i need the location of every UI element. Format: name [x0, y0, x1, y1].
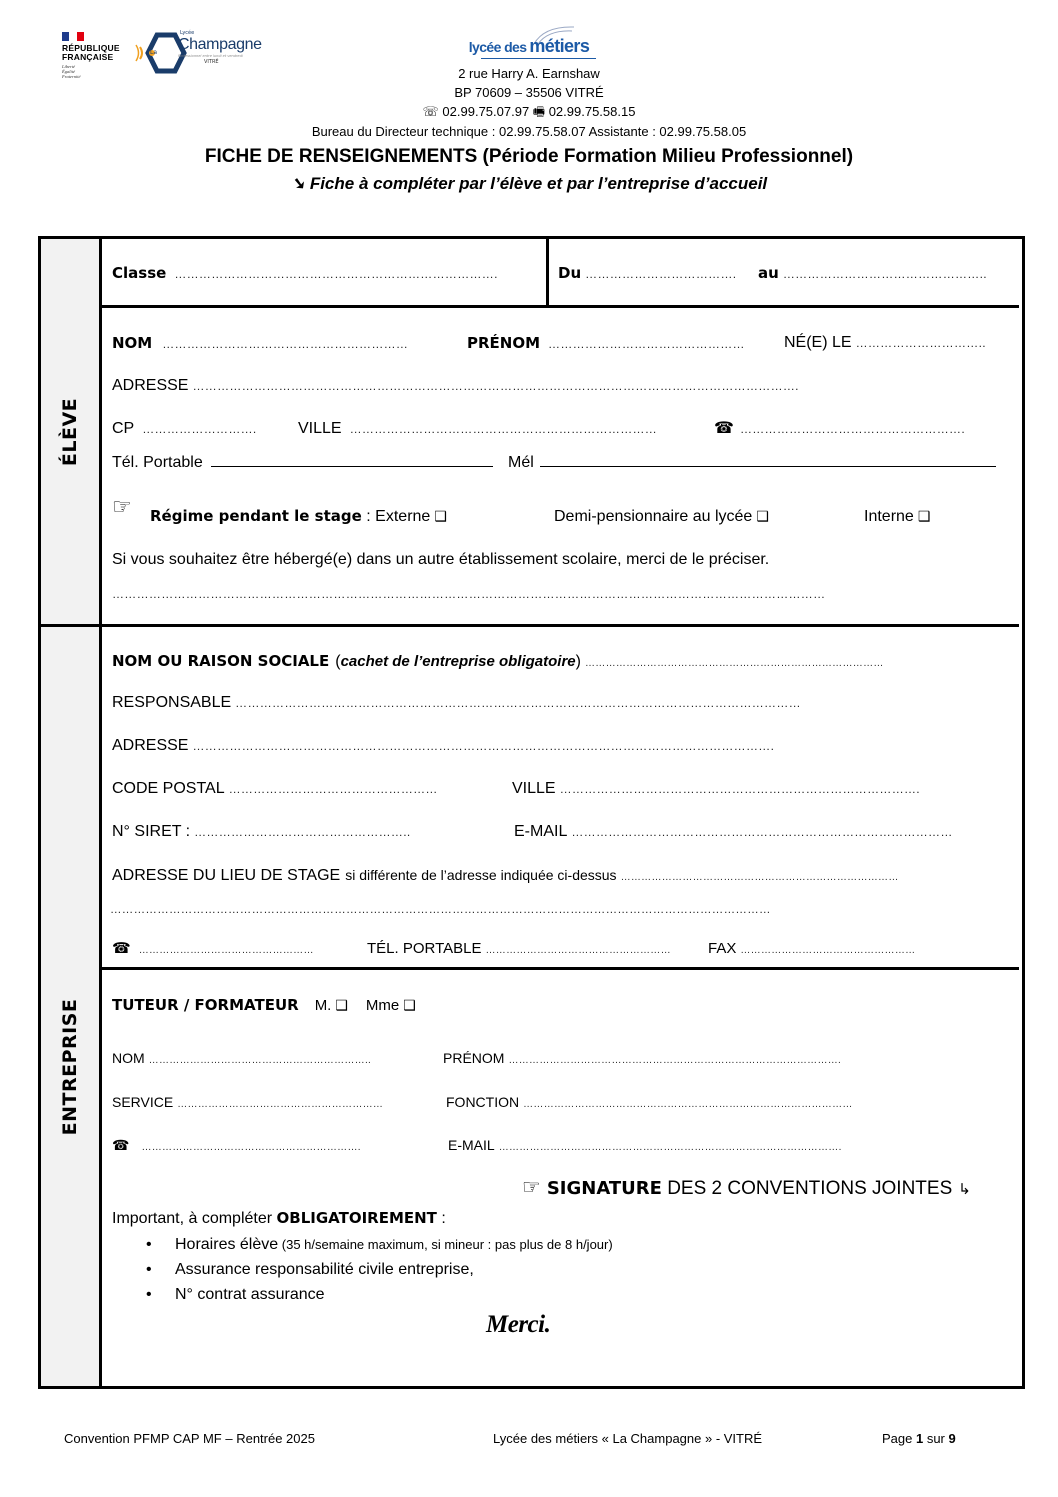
responsable-field[interactable]: ………………………………………………………………………………………………………………………… [235, 696, 801, 710]
eleve-mel-field[interactable] [540, 452, 996, 467]
telephone-icon: ☎ [714, 420, 734, 437]
eleve-adresse-label: ADRESSE [112, 377, 189, 394]
eleve-phone-row [714, 419, 1004, 439]
regime-label: Régime pendant le stage [150, 507, 362, 525]
raison-sociale-field[interactable]: …………………………………………………………………………… [584, 658, 884, 669]
eleve-cp-field[interactable]: ………………………. [142, 422, 257, 436]
section-entreprise-sidebar [41, 627, 102, 1386]
rf-motto-2: Égalité [62, 69, 75, 74]
tuteur-email-field[interactable]: ………………………………………………………………………………………. [498, 1142, 842, 1153]
pointing-hand-icon: ☞ [112, 495, 132, 520]
arrow-down-right-icon: ➘ [290, 174, 306, 193]
eleve-prenom-field[interactable]: ………………………………………… [548, 337, 745, 351]
du-label: Du [558, 264, 582, 282]
eleve-prenom-label: PRÉNOM [467, 334, 541, 352]
code-postal-field[interactable]: …………………………………………… [228, 782, 438, 796]
responsable-label: RESPONSABLE [112, 694, 232, 711]
phone-fax-line [0, 104, 1058, 120]
classe-dots[interactable]: ……………………………………………………………………. [174, 267, 498, 281]
bureau-line: Bureau du Directeur technique : 02.99.75.58.07 Assistante : 02.99.75.58.05 [311, 124, 747, 139]
entreprise-phone-row [112, 939, 362, 959]
regime-row [150, 506, 480, 526]
code-postal-row [112, 779, 464, 799]
checkbox-mme[interactable]: ❑ [403, 997, 416, 1013]
eleve-nom-label: NOM [112, 334, 153, 352]
eleve-cp-label: CP [112, 420, 135, 437]
section-eleve-sidebar [41, 239, 102, 624]
raison-sociale-row: NOM OU RAISON SOCIALE ( cachet de l’entreprise obligatoire ) …………………………………………………………………………… [112, 651, 957, 671]
tuteur-m-label: M. [314, 997, 332, 1014]
section-label-eleve: ÉLÈVE [59, 397, 81, 466]
entreprise-portable-row [367, 939, 701, 959]
rf-name-line2: FRANÇAISE [62, 52, 114, 62]
classe-label: Classe [112, 264, 167, 282]
important-list [146, 1232, 613, 1307]
entreprise-portable-field[interactable]: ……………………………………………… [485, 945, 671, 956]
important-item-text: Assurance responsabilité civile entreprise, [175, 1261, 474, 1278]
lieu-stage-dots-2[interactable]: …………………………………………………………………………………………………………………………………………………… [110, 904, 771, 916]
signature-bold: SIGNATURE [546, 1178, 662, 1199]
lieu-stage-row [112, 865, 974, 885]
eleve-ville-field[interactable]: ………………………………………………………………… [349, 422, 658, 436]
eleve-portable-label: Tél. Portable [112, 454, 203, 471]
champagne-name: Champagne [178, 36, 262, 53]
footer-left: Convention PFMP CAP MF – Rentrée 2025 [64, 1431, 315, 1446]
important-item [146, 1257, 613, 1282]
code-postal-label: CODE POSTAL [112, 780, 225, 797]
champagne-tagline: Professionnel entre lundi et vendredi [178, 54, 243, 58]
champagne-la: La [150, 49, 158, 56]
lycee-des-metiers-wordmark [0, 36, 1058, 58]
eleve-cp-row [112, 419, 272, 439]
page-current: 1 [915, 1431, 924, 1446]
divider-periode [102, 305, 1019, 308]
entreprise-portable-label: TÉL. PORTABLE [367, 940, 482, 957]
bullet-icon: • [146, 1261, 152, 1278]
page-prefix: Page [882, 1431, 916, 1446]
bullet-icon: • [146, 1236, 152, 1253]
tuteur-phone-field[interactable]: ………………………………………………………. [141, 1142, 361, 1153]
lieu-stage-field-2[interactable] [110, 900, 972, 920]
metiers-text: métiers [529, 36, 590, 56]
eleve-ne-label: NÉ(E) LE [784, 334, 852, 351]
eleve-nom-field[interactable]: …………………………………………………… [162, 337, 409, 351]
important-item-note: (35 h/semaine maximum, si mineur : pas plus de 8 h/jour) [278, 1237, 613, 1252]
eleve-ville-label: VILLE [298, 420, 342, 437]
tuteur-nom-label: NOM [112, 1050, 145, 1066]
classe-field[interactable] [112, 263, 537, 283]
divider-classe-dates [546, 239, 549, 305]
tuteur-fonction-field[interactable]: …………………………………………………………………………………… [523, 1099, 853, 1110]
regime-colon: : [361, 508, 376, 525]
page-sep: sur [923, 1431, 949, 1446]
lycee-des-text: lycée des [468, 39, 527, 55]
rf-motto-3: Fraternité [62, 74, 81, 79]
tuteur-email-label: E-MAIL [448, 1137, 495, 1153]
merci-text: Merci. [486, 1311, 551, 1338]
eleve-nom-row [112, 333, 460, 353]
entreprise-ville-field[interactable]: ……………………………………………………………………………. [559, 782, 920, 796]
champagne-lycee: Lycée [180, 30, 195, 36]
champagne-city: VITRÉ [204, 59, 219, 65]
important-item-text: N° contrat assurance [175, 1286, 325, 1303]
tuteur-service-field[interactable]: …………………………………………………… [177, 1099, 384, 1110]
hebergement-field[interactable] [108, 584, 968, 604]
signature-rest: DES 2 CONVENTIONS JOINTES [661, 1178, 953, 1199]
entreprise-ville-label: VILLE [512, 780, 556, 797]
pointing-hand-icon: ☞ [522, 1176, 541, 1199]
eleve-prenom-row [467, 333, 775, 353]
siret-field[interactable]: …………………………………………….. [194, 825, 411, 839]
siret-label: N° SIRET : [112, 823, 191, 840]
important-heading [112, 1208, 612, 1228]
eleve-ville-row [298, 419, 710, 439]
au-label: au [758, 264, 779, 282]
entreprise-fax-row [708, 939, 974, 959]
bullet-icon: • [146, 1286, 152, 1303]
tuteur-prenom-label: PRÉNOM [443, 1050, 505, 1066]
hebergement-label: Si vous souhaitez être hébergé(e) dans un autre établissement scolaire, merci de le préciser. [112, 551, 770, 568]
divider-tuteur [102, 967, 1019, 970]
du-field[interactable] [558, 263, 748, 283]
important-item-text: Horaires élève [175, 1236, 279, 1253]
eleve-mel-label: Mél [508, 454, 534, 471]
tuteur-nom-row [112, 1048, 422, 1068]
regime-option-interne[interactable] [864, 506, 1004, 526]
rf-motto-1: Liberté [62, 64, 75, 69]
raison-sociale-note: cachet de l’entreprise obligatoire [340, 653, 576, 670]
eleve-adresse-field[interactable]: …………………………………………………………………………………………………………………………………. [192, 379, 799, 393]
siret-row [112, 822, 464, 842]
eleve-portable-row [112, 452, 512, 474]
phone-icon: ☏ [422, 104, 439, 119]
entreprise-adresse-row [112, 736, 962, 756]
page-title: FICHE DE RENSEIGNEMENTS (Période Formation Milieu Professionnel) [204, 146, 854, 167]
lieu-stage-label: ADRESSE DU LIEU DE STAGE [112, 867, 341, 884]
important-item [146, 1282, 613, 1307]
hebergement-dots[interactable]: ………………………………………………………………………………………………………………………………………………………… [112, 587, 826, 601]
entreprise-phone-field[interactable]: …………………………………………… [138, 945, 314, 956]
telephone-icon: ☎ [112, 940, 131, 957]
eleve-ne-field[interactable]: ………………………….. [855, 336, 986, 350]
eleve-phone-field[interactable]: ………………………………………………. [739, 422, 965, 436]
eleve-ne-row [784, 333, 1006, 353]
subtitle-text: Fiche à compléter par l’élève et par l’entreprise d’accueil [309, 174, 768, 193]
tuteur-fonction-row [446, 1092, 966, 1112]
tuteur-phone-row [112, 1135, 422, 1155]
important-item [146, 1232, 613, 1257]
divider-eleve-entreprise [41, 624, 1019, 627]
entreprise-email-row [514, 822, 970, 842]
regime-interne-label: Interne [864, 508, 914, 525]
eleve-portable-field[interactable] [211, 452, 493, 467]
tuteur-service-row [112, 1092, 424, 1112]
tuteur-mme-label: Mme [365, 997, 400, 1014]
tuteur-prenom-row [443, 1048, 963, 1068]
fax-icon: 🖷 [532, 104, 546, 119]
address-line-2: BP 70609 – 35506 VITRÉ [454, 85, 604, 100]
eleve-adresse-row [112, 376, 1002, 396]
tuteur-fonction-label: FONCTION [446, 1094, 520, 1110]
signature-note [522, 1175, 1014, 1201]
fax-number: 02.99.75.58.15 [548, 104, 636, 119]
footer-page-number [882, 1431, 956, 1447]
tuteur-prenom-field[interactable]: ……………………………………………………………………………………. [508, 1055, 842, 1066]
entreprise-ville-row [512, 779, 968, 799]
lieu-stage-note: si différente de l’adresse indiquée ci-dessus [345, 867, 617, 883]
entreprise-email-label: E-MAIL [514, 823, 568, 840]
entreprise-fax-label: FAX [708, 940, 737, 957]
regime-option-demi[interactable] [554, 506, 799, 526]
telephone-icon: ☎ [112, 1137, 130, 1153]
arrow-return-icon: ↳ [958, 1181, 971, 1198]
lieu-stage-field[interactable]: ……………………………………………………………………… [620, 872, 899, 883]
section-label-entreprise: ENTREPRISE [59, 998, 81, 1136]
tuteur-email-row [448, 1135, 970, 1155]
hebergement-text [112, 550, 1002, 570]
regime-demi-label: Demi-pensionnaire au lycée [554, 508, 753, 525]
important-lead: Important, à compléter [112, 1210, 277, 1227]
regime-externe-label: Externe [375, 508, 431, 525]
tuteur-service-label: SERVICE [112, 1094, 174, 1110]
checkbox-externe[interactable]: ❑ [434, 508, 447, 524]
du-dots[interactable]: ………………………………. [585, 267, 737, 281]
phone-number: 02.99.75.07.97 [442, 104, 530, 119]
entreprise-adresse-label: ADRESSE [112, 737, 189, 754]
page-total: 9 [948, 1431, 956, 1446]
entreprise-adresse-field[interactable]: ……………………………………………………………………………………………………………………………. [192, 739, 775, 753]
responsable-row [112, 693, 960, 713]
page-subtitle [0, 174, 1058, 194]
important-bold: OBLIGATOIREMENT [276, 1209, 437, 1227]
raison-sociale-label: NOM OU RAISON SOCIALE [112, 652, 330, 670]
checkbox-interne[interactable]: ❑ [917, 508, 931, 524]
entreprise-fax-field[interactable]: …………………………………………… [740, 945, 916, 956]
au-dots[interactable]: ………………………………………….. [782, 267, 987, 281]
tuteur-title: TUTEUR / FORMATEUR [112, 996, 299, 1014]
important-colon: : [436, 1210, 446, 1227]
checkbox-m[interactable]: ❑ [335, 997, 348, 1013]
checkbox-demi-pensionnaire[interactable]: ❑ [756, 508, 769, 524]
entreprise-email-field[interactable]: ………………………………………………………………………………… [571, 825, 953, 839]
tuteur-title-row [112, 995, 472, 1015]
eleve-mel-row [508, 452, 1000, 474]
footer-center: Lycée des métiers « La Champagne » - VITRÉ [493, 1431, 763, 1446]
tuteur-nom-field[interactable]: ……………………………………………………….. [148, 1055, 372, 1066]
rf-name-line1: RÉPUBLIQUE [62, 43, 120, 53]
logo-underline [481, 58, 596, 59]
address-line-1: 2 rue Harry A. Earnshaw [458, 66, 600, 81]
au-field[interactable] [758, 263, 1008, 283]
